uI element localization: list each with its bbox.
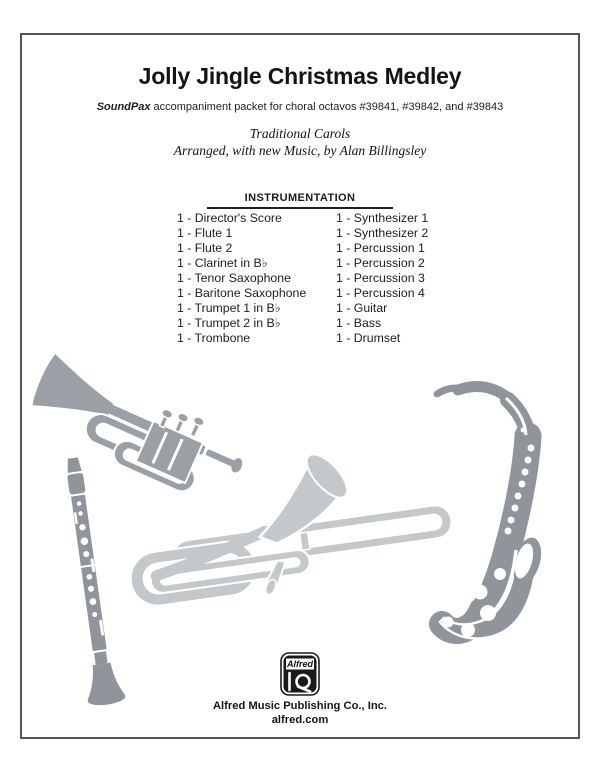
subtitle bbox=[0, 101, 600, 113]
instrument-item: 1 - Synthesizer 1 bbox=[336, 211, 429, 225]
instrument-item: 1 - Flute 1 bbox=[177, 226, 233, 240]
alfred-logo-icon bbox=[280, 652, 320, 696]
arranger-credit: Arranged, with new Music, by Alan Billingsley bbox=[173, 143, 427, 158]
alfred-logo-text: Alfred bbox=[286, 659, 314, 670]
instrumentation-right-column bbox=[336, 211, 428, 346]
instrument-item: 1 - Baritone Saxophone bbox=[177, 286, 307, 300]
instrument-item: 1 - Tenor Saxophone bbox=[177, 271, 291, 285]
page-title: Jolly Jingle Christmas Medley bbox=[138, 63, 462, 89]
subtitle-text: accompaniment packet for choral octavos #39841, #39842, and #39843 bbox=[153, 101, 504, 113]
instrument-item: 1 - Percussion 4 bbox=[336, 286, 425, 300]
instrumentation-heading: INSTRUMENTATION bbox=[207, 192, 393, 209]
instrument-item: 1 - Flute 2 bbox=[177, 241, 233, 255]
instrument-item: 1 - Drumset bbox=[336, 331, 401, 345]
instrument-item: 1 - Trumpet 2 in B♭ bbox=[177, 316, 281, 330]
instrumentation-section bbox=[0, 188, 600, 209]
composer-credit: Traditional Carols bbox=[249, 126, 351, 141]
instrument-item: 1 - Bass bbox=[336, 316, 382, 330]
instrument-item: 1 - Percussion 2 bbox=[336, 256, 425, 270]
instrument-item: 1 - Percussion 1 bbox=[336, 241, 425, 255]
soundpax-brand: SoundPax bbox=[96, 101, 151, 113]
instrument-item: 1 - Clarinet in B♭ bbox=[177, 256, 268, 270]
instrument-item: 1 - Synthesizer 2 bbox=[336, 226, 429, 240]
instrument-item: 1 - Trumpet 1 in B♭ bbox=[177, 301, 281, 315]
publisher-website: alfred.com bbox=[271, 714, 329, 726]
instrument-item: 1 - Percussion 3 bbox=[336, 271, 425, 285]
publisher-name: Alfred Music Publishing Co., Inc. bbox=[212, 700, 388, 712]
instrumentation-left-column bbox=[177, 211, 306, 346]
instrument-item: 1 - Trombone bbox=[177, 331, 251, 345]
instrument-item: 1 - Guitar bbox=[336, 301, 388, 315]
instrument-item: 1 - Director's Score bbox=[177, 211, 282, 225]
